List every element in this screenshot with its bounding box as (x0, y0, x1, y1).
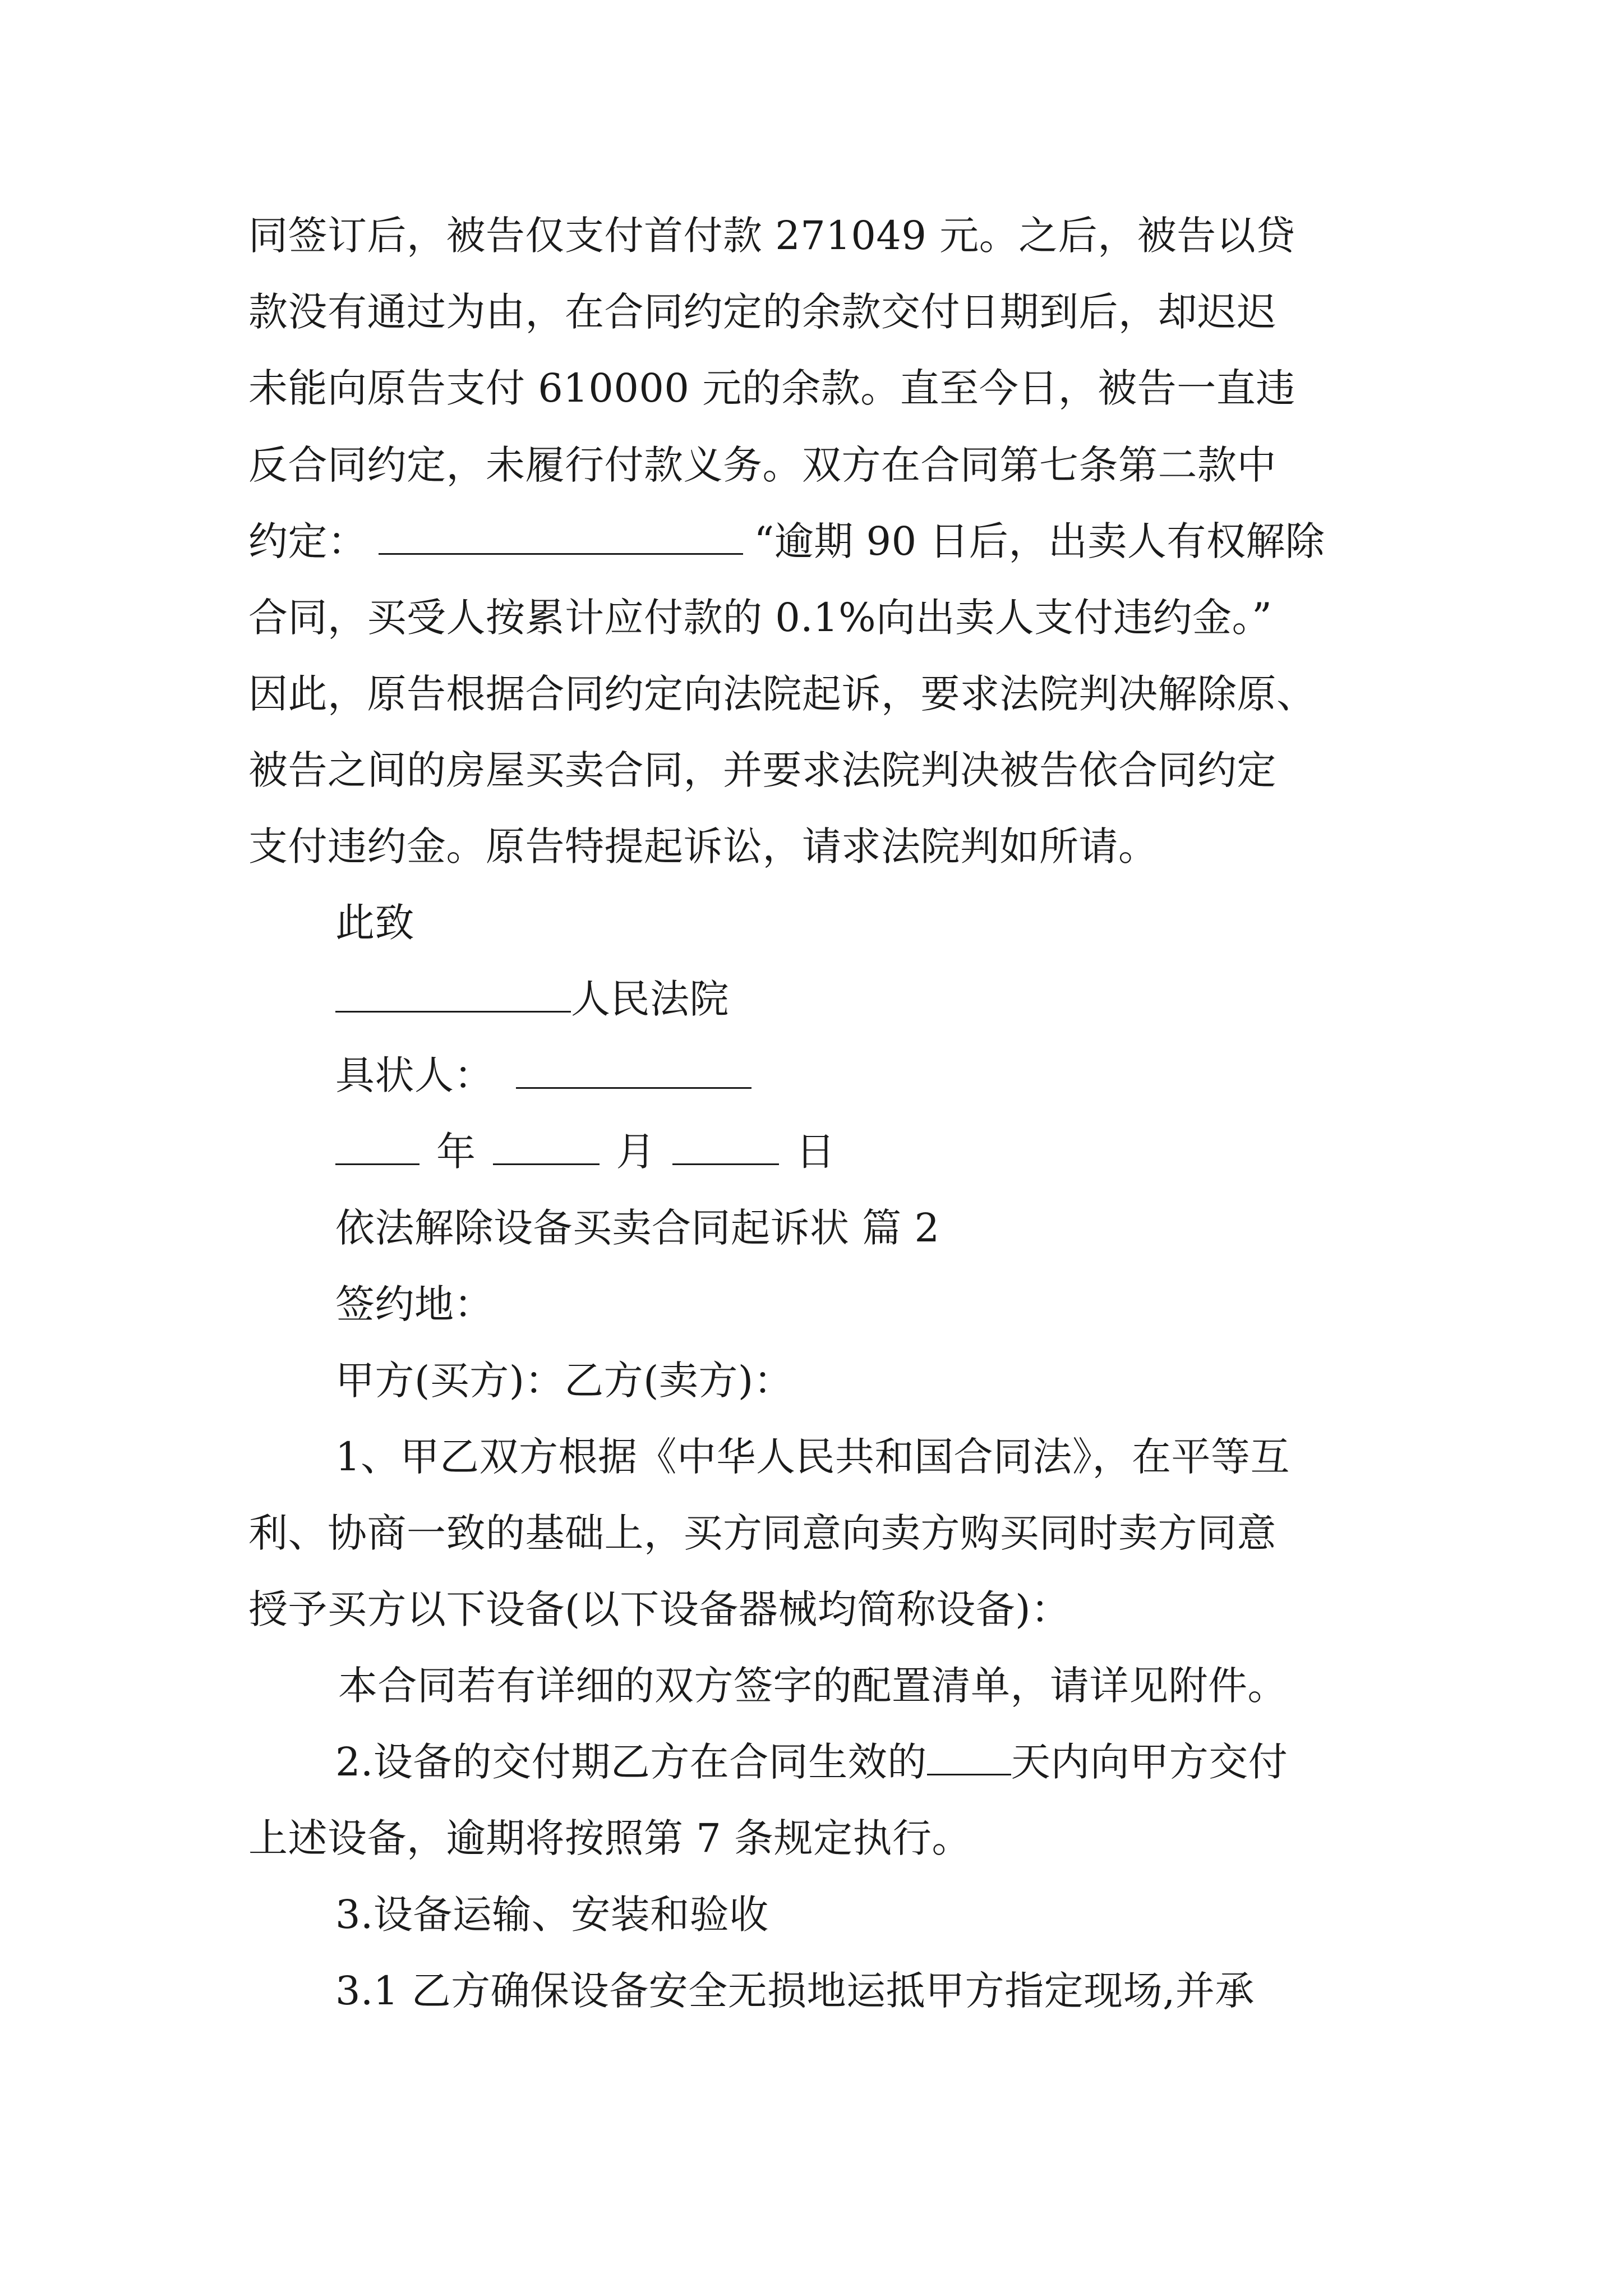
court-line (335, 972, 1474, 1026)
plaintiff-signature-line (335, 1048, 1474, 1102)
text-line: 上述设备，逾期将按照第 7 条规定执行。 (248, 1815, 972, 1861)
text-line: 1、甲乙双方根据《中华人民共和国合同法》，在平等互 (335, 1434, 1290, 1480)
year-label: 年 (436, 1129, 476, 1175)
text-line: 签约地： (335, 1281, 494, 1327)
month-label: 月 (616, 1129, 656, 1175)
blank-underline (672, 1129, 779, 1165)
section-heading: 依法解除设备买卖合同起诉状 篇 2 (335, 1205, 940, 1251)
text-line: 反合同约定，未履行付款义务。双方在合同第七条第二款中 (248, 442, 1276, 488)
text-segment: “逾期 90 日后，出卖人有权解除 (754, 518, 1325, 564)
text-segment: 人民法院 (571, 976, 729, 1022)
text-line: 利、协商一致的基础上，买方同意向卖方购买同时卖方同意 (248, 1510, 1276, 1556)
text-segment: 天内向甲方交付 (1011, 1739, 1288, 1785)
text-line: 因此，原告根据合同约定向法院起诉，要求法院判决解除原、 (248, 671, 1316, 717)
salutation: 此致 (335, 900, 414, 946)
date-line (335, 1125, 1474, 1179)
blank-underline (379, 518, 743, 555)
text-line: 授予买方以下设备(以下设备器械均简称设备)： (248, 1586, 1071, 1632)
delivery-clause-line (335, 1735, 1474, 1789)
text-line: 合同，买受人按累计应付款的 0.1%向出卖人支付违约金。” (248, 595, 1272, 641)
blank-underline (335, 1129, 419, 1165)
text-segment: 约定： (248, 518, 367, 564)
text-line: 未能向原告支付 610000 元的余款。直至今日，被告一直违 (248, 365, 1295, 411)
text-segment: 具状人： (335, 1052, 494, 1098)
blank-underline (516, 1052, 751, 1089)
blank-underline (493, 1129, 600, 1165)
text-line: 甲方(买方)：乙方(卖方)： (335, 1358, 794, 1404)
day-label: 日 (796, 1129, 836, 1175)
text-line: 本合同若有详细的双方签字的配置清单，请详见附件。 (338, 1663, 1287, 1709)
text-line: 款没有通过为由，在合同约定的余款交付日期到后，却迟迟 (248, 289, 1276, 335)
blank-underline (335, 976, 571, 1013)
text-line: 3.设备运输、安装和验收 (335, 1892, 769, 1938)
text-line: 3.1 乙方确保设备安全无损地运抵甲方指定现场,并承 (335, 1968, 1255, 2014)
text-line: 被告之间的房屋买卖合同，并要求法院判决被告依合同约定 (248, 747, 1276, 793)
text-line: 同签订后，被告仅支付首付款 271049 元。之后，被告以贷 (248, 213, 1295, 259)
text-line: 支付违约金。原告特提起诉讼，请求法院判如所请。 (248, 823, 1158, 869)
agreement-clause-line (248, 514, 1387, 568)
blank-underline (927, 1739, 1011, 1775)
text-segment: 2.设备的交付期乙方在合同生效的 (335, 1739, 927, 1785)
